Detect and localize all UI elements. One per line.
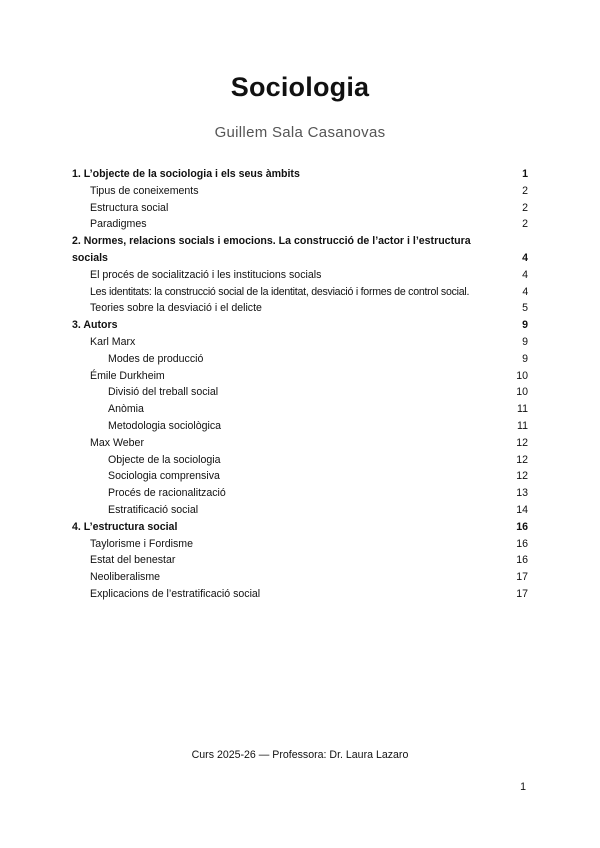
toc-entry-estructura-social[interactable] [72, 200, 528, 217]
toc-entry-page: 10 [516, 369, 528, 382]
toc-entry-page: 1 [522, 168, 528, 180]
document-author: Guillem Sala Casanovas [214, 124, 386, 141]
toc-entry-page: 14 [516, 503, 528, 516]
toc-entry-label: Taylorisme i Fordisme [90, 537, 194, 550]
toc-entry-modes-produccio[interactable] [72, 351, 528, 368]
toc-entry-label: 1. L’objecte de la sociologia i els seus àmbits [72, 168, 300, 180]
toc-entry-page: 12 [516, 453, 528, 466]
toc-entry-page: 9 [522, 319, 528, 332]
toc-entry-objecte-sociologia[interactable] [72, 166, 528, 183]
toc-entry-page: 4 [522, 285, 528, 298]
page-footer: Curs 2025-26 — Professora: Dr. Laura Lazaro [191, 749, 409, 761]
toc-entry-label: Sociologia comprensiva [108, 470, 220, 483]
toc-entry-max-weber[interactable] [72, 435, 528, 452]
document-title: Sociologia [230, 72, 370, 102]
toc-entry-label: Les identitats: la construcció social de la identitat, desviació i formes de control social. [90, 285, 470, 298]
toc-entry-page: 2 [522, 201, 528, 214]
toc-entry-neoliberalisme[interactable] [72, 569, 528, 586]
toc-entry-emile-durkheim[interactable] [72, 368, 528, 385]
toc-entry-label: Tipus de coneixements [90, 184, 199, 197]
toc-entry-label: El procés de socialització i les institucions socials [90, 268, 322, 281]
toc-entry-page: 16 [516, 554, 528, 567]
toc-entry-label: Émile Durkheim [90, 369, 165, 382]
toc-entry-page: 5 [522, 302, 528, 315]
toc-entry-page: 9 [522, 335, 528, 348]
toc-entry-page: 11 [517, 403, 528, 416]
toc-entry-label: Procés de racionalització [108, 487, 226, 500]
toc-entry-label: Paradigmes [90, 218, 147, 231]
toc-entry-normes-relacions[interactable] [72, 233, 528, 267]
toc-entry-identitats[interactable] [72, 284, 528, 301]
table-of-contents [72, 166, 528, 603]
toc-entry-label: Neoliberalisme [90, 571, 161, 584]
toc-entry-page: 12 [516, 470, 528, 483]
toc-entry-label: Max Weber [90, 436, 144, 449]
toc-entry-label: 3. Autors [72, 319, 118, 332]
toc-entry-page: 2 [522, 184, 528, 197]
toc-entry-page: 2 [522, 218, 528, 231]
toc-entry-page: 17 [516, 571, 528, 584]
toc-entry-label: Teories sobre la desviació i el delicte [90, 302, 262, 315]
toc-entry-karl-marx[interactable] [72, 334, 528, 351]
toc-entry-label: Karl Marx [90, 335, 136, 348]
toc-entry-estat-benestar[interactable] [72, 552, 528, 569]
toc-entry-estructura-social-ch4[interactable] [72, 519, 528, 536]
toc-entry-page: 12 [516, 436, 528, 449]
toc-entry-label: Estratificació social [108, 503, 199, 516]
toc-entry-page: 4 [522, 251, 528, 264]
toc-entry-label: Estat del benestar [90, 554, 176, 567]
toc-entry-label: Metodologia sociològica [108, 419, 222, 432]
toc-entry-estratificacio[interactable] [72, 502, 528, 519]
toc-entry-sociologia-comprensiva[interactable] [72, 468, 528, 485]
toc-entry-label: Anòmia [108, 403, 144, 416]
toc-entry-label: Modes de producció [108, 352, 204, 365]
toc-entry-label: 2. Normes, relacions socials i emocions. La construcció de l’actor i l’estructura socials [72, 235, 471, 264]
toc-entry-anomia[interactable] [72, 401, 528, 418]
toc-entry-page: 13 [516, 487, 528, 500]
toc-entry-page: 16 [516, 520, 528, 533]
toc-entry-label: 4. L’estructura social [72, 520, 178, 533]
toc-entry-autors[interactable] [72, 317, 528, 334]
toc-entry-page: 10 [516, 386, 528, 399]
toc-entry-teories-desviacio[interactable] [72, 300, 528, 317]
toc-entry-taylorisme[interactable] [72, 536, 528, 553]
page-number: 1 [520, 781, 526, 793]
toc-entry-divisio-treball[interactable] [72, 384, 528, 401]
toc-entry-paradigmes[interactable] [72, 216, 528, 233]
toc-entry-page: 4 [522, 268, 528, 281]
toc-entry-page: 11 [517, 419, 528, 432]
toc-entry-objecte-weber[interactable] [72, 452, 528, 469]
toc-entry-proces-socialitzacio[interactable] [72, 267, 528, 284]
toc-entry-page: 16 [516, 537, 528, 550]
toc-entry-racionalitzacio[interactable] [72, 485, 528, 502]
toc-entry-explicacions-estratificacio[interactable] [72, 586, 528, 603]
toc-entry-tipus-coneixements[interactable] [72, 183, 528, 200]
toc-entry-page: 9 [522, 352, 528, 365]
toc-entry-metodologia[interactable] [72, 418, 528, 435]
toc-entry-label: Explicacions de l’estratificació social [90, 587, 261, 600]
toc-entry-label: Divisió del treball social [108, 386, 219, 399]
toc-entry-label: Estructura social [90, 201, 169, 214]
toc-entry-label: Objecte de la sociologia [108, 453, 221, 466]
toc-entry-page: 17 [516, 587, 528, 600]
